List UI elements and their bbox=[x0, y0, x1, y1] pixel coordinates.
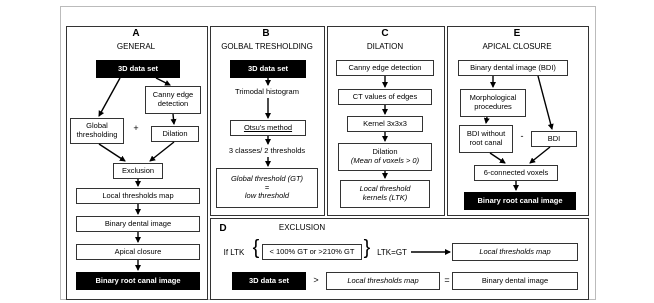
b-data-set: 3D data set bbox=[230, 60, 306, 78]
a-binary-dental-image: Binary dental image bbox=[76, 216, 200, 232]
panel-d-title: EXCLUSION bbox=[278, 223, 326, 232]
d-equals-sign: = bbox=[444, 275, 450, 285]
a-global-thresholding: Global thresholding bbox=[70, 118, 124, 144]
c-mean-voxels: (Mean of voxels > 0) bbox=[350, 156, 420, 165]
c-ct-values: CT values of edges bbox=[338, 89, 432, 105]
e-binary-root-canal-image: Binary root canal image bbox=[464, 192, 576, 210]
d-greater-sign: > bbox=[313, 275, 319, 285]
d-if-ltk: If LTK bbox=[223, 248, 245, 257]
c-ltk-line1: Local threshold bbox=[359, 184, 411, 194]
panel-e bbox=[447, 26, 589, 216]
e-bdi-without-root-canal: BDI without root canal bbox=[459, 125, 513, 153]
b-otsu-method: Otsu's method bbox=[230, 120, 306, 136]
e-bdi-short: BDI bbox=[531, 131, 577, 147]
c-dilation-box bbox=[338, 143, 432, 171]
b-trimodal-histogram: Trimodal histogram bbox=[235, 87, 299, 96]
d-local-thresholds-map-2: Local thresholds map bbox=[326, 272, 440, 290]
a-dilation: Dilation bbox=[151, 126, 199, 142]
d-data-set: 3D data set bbox=[232, 272, 306, 290]
panel-b-letter: B bbox=[262, 28, 270, 39]
a-binary-root-canal-image: Binary root canal image bbox=[76, 272, 200, 290]
e-morphological: Morphological procedures bbox=[460, 89, 526, 117]
panel-e-title: APICAL CLOSURE bbox=[482, 42, 552, 51]
d-local-thresholds-map: Local thresholds map bbox=[452, 243, 578, 261]
b-gt-line2: = bbox=[264, 182, 270, 192]
a-data-set: 3D data set bbox=[96, 60, 180, 78]
b-gt-line3: low threshold bbox=[244, 191, 290, 201]
a-canny-edge: Canny edge detection bbox=[145, 86, 201, 114]
panel-a-title: GENERAL bbox=[116, 42, 156, 51]
a-local-thresholds-map: Local thresholds map bbox=[76, 188, 200, 204]
e-minus-sign: - bbox=[520, 131, 524, 141]
a-exclusion: Exclusion bbox=[113, 163, 163, 179]
b-classes-thresholds: 3 classes/ 2 thresholds bbox=[228, 146, 306, 155]
c-dilation: Dilation bbox=[372, 147, 398, 157]
e-six-connected: 6-connected voxels bbox=[474, 165, 558, 181]
e-bdi: Binary dental image (BDI) bbox=[458, 60, 568, 76]
panel-a-letter: A bbox=[132, 28, 140, 39]
d-ltk-gt: LTK=GT bbox=[377, 248, 407, 257]
d-open-brace: { bbox=[252, 237, 260, 259]
panel-e-letter: E bbox=[513, 28, 521, 39]
a-plus-sign: + bbox=[133, 123, 139, 133]
c-kernel: Kernel 3x3x3 bbox=[347, 116, 423, 132]
panel-d-letter: D bbox=[219, 223, 227, 234]
d-close-brace: } bbox=[363, 237, 371, 259]
a-apical-closure: Apical closure bbox=[76, 244, 200, 260]
d-binary-dental-image: Binary dental image bbox=[452, 272, 578, 290]
c-ltk-line2: kernels (LTK) bbox=[362, 193, 408, 202]
panel-c-letter: C bbox=[381, 28, 389, 39]
d-condition: < 100% GT or >210% GT bbox=[262, 244, 362, 260]
panel-b-title: GOLBAL TRESHOLDING bbox=[221, 42, 313, 51]
b-global-threshold-box bbox=[216, 168, 318, 208]
c-canny-edge: Canny edge detection bbox=[336, 60, 434, 76]
b-gt-line1: Global threshold (GT) bbox=[230, 174, 304, 184]
panel-c-title: DILATION bbox=[366, 42, 404, 51]
c-ltk-box bbox=[340, 180, 430, 208]
